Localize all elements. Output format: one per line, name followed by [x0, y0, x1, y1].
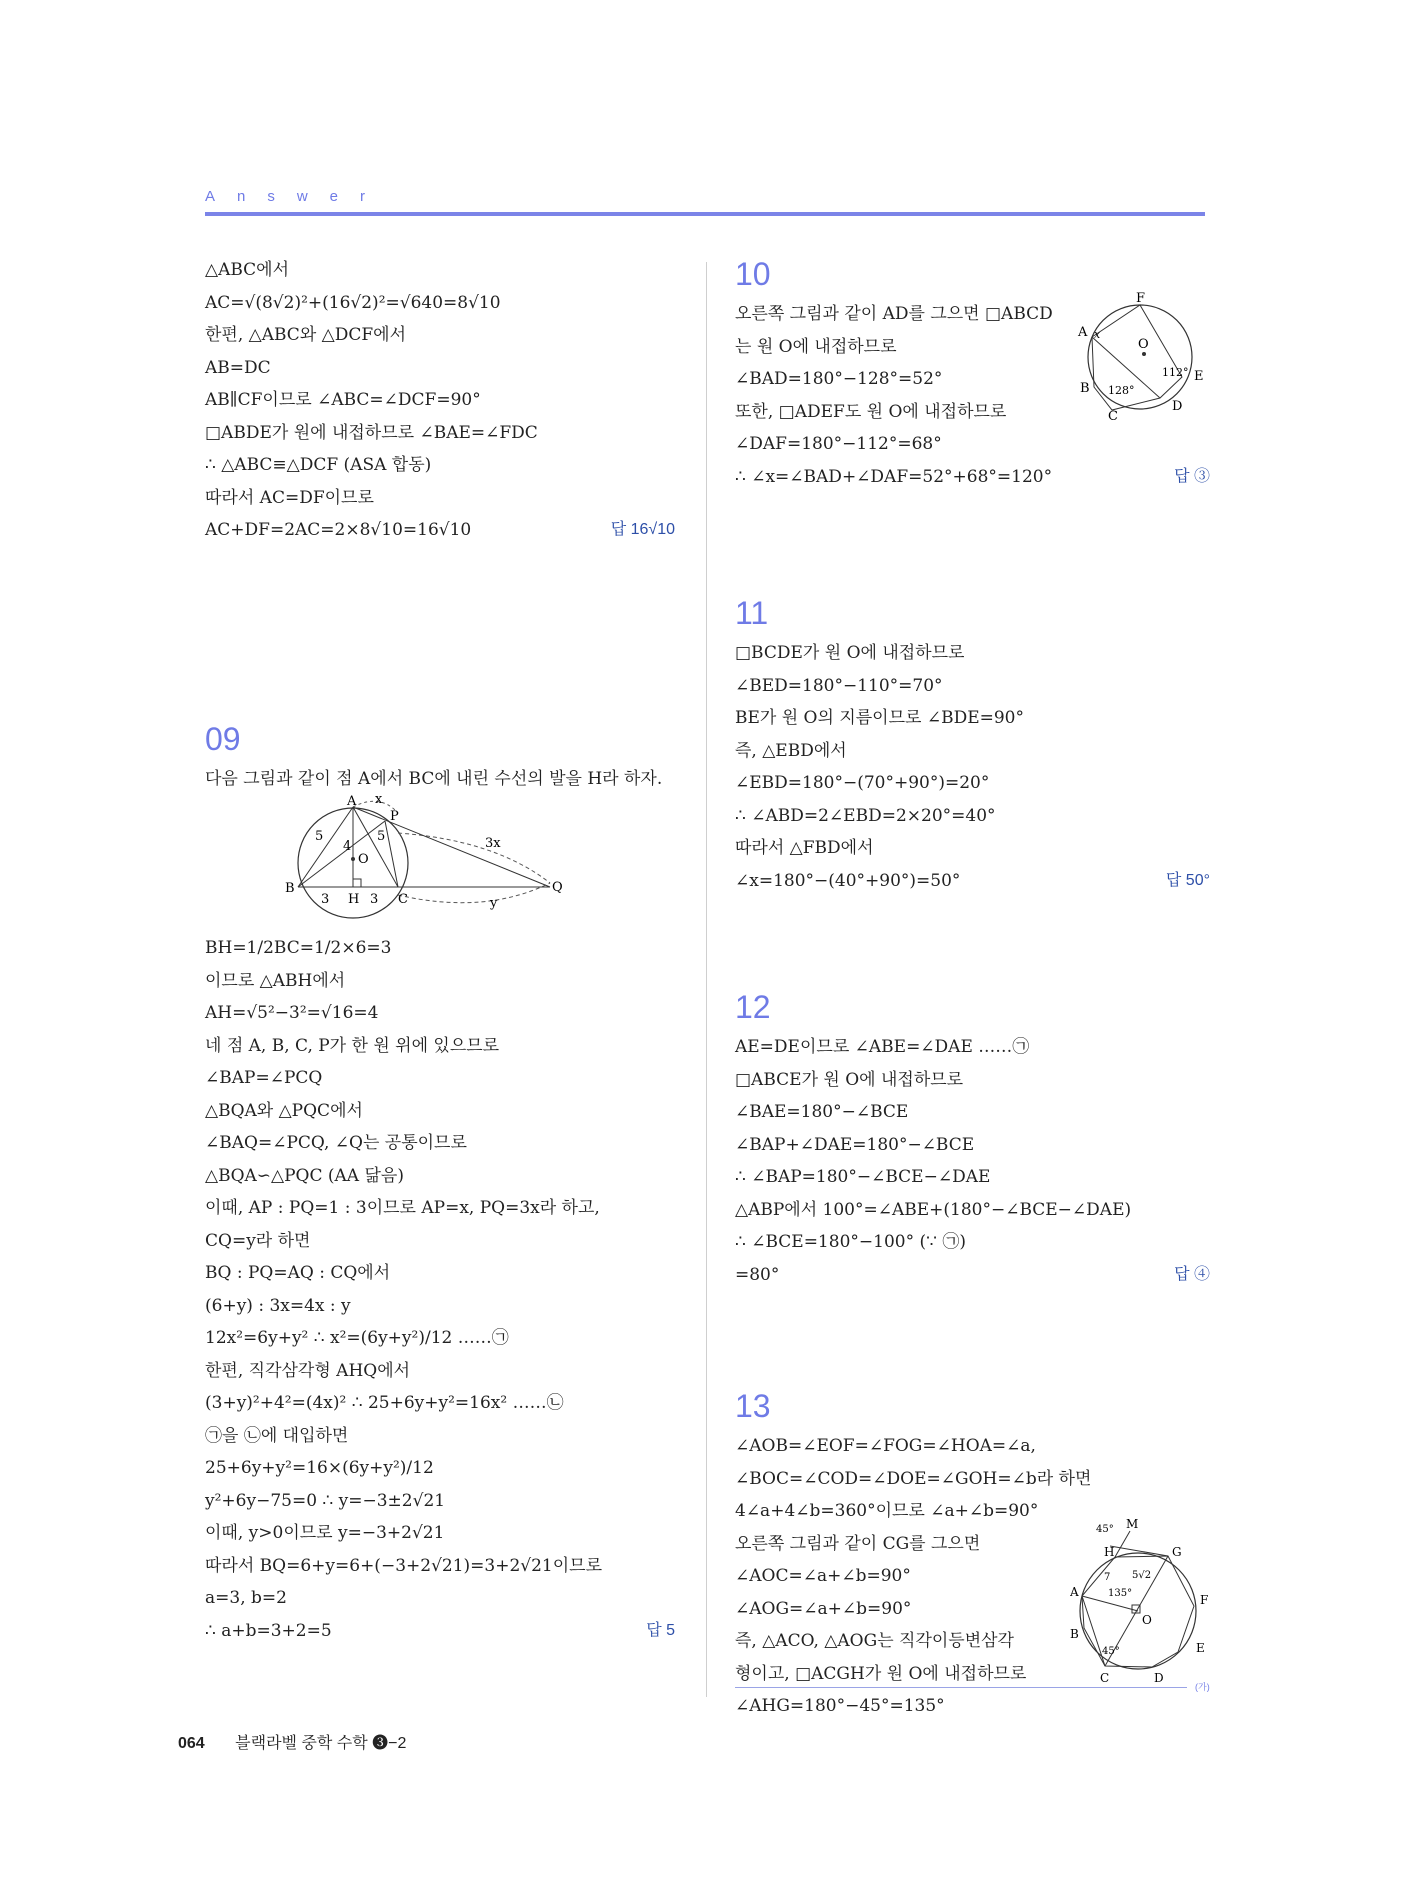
label-g: G: [1172, 1545, 1182, 1559]
solution-last-line: [735, 865, 1210, 898]
solution-line: ∴ ∠ABD=2∠EBD=2×20°=40°: [735, 805, 996, 826]
label-h: H: [348, 892, 360, 907]
solution-line: AC=√(8√2)²+(16√2)²=√640=8√10: [205, 292, 501, 313]
extension-hm: [1115, 1531, 1130, 1557]
solution-line: △BQA와 △PQC에서: [205, 1100, 363, 1121]
solution-line: △ABP에서 100°=∠ABE+(180°−∠BCE−∠DAE): [735, 1199, 1132, 1220]
side-5root2: 5√2: [1132, 1570, 1152, 1581]
book-title: 블랙라벨 중학 수학 ❸−2: [235, 1735, 407, 1752]
left-column: [205, 254, 675, 1647]
label-b: B: [1070, 1627, 1079, 1641]
solution-line: ∠x=180°−(40°+90°)=50°: [735, 870, 961, 891]
answer-badge: 답 16√10: [610, 521, 675, 538]
problem-08-solution: [205, 254, 675, 547]
length-3-right: 3: [370, 892, 379, 907]
solution-line: ∴ a+b=3+2=5: [205, 1620, 332, 1641]
solution-line: 는 원 O에 내접하므로: [735, 336, 897, 357]
solution-line: ∠BAD=180°−128°=52°: [735, 369, 943, 389]
solution-line: 오른쪽 그림과 같이 AD를 그으면 □ABCD: [735, 304, 1053, 324]
solution-line: 이때, y>0이므로 y=−3+2√21: [205, 1523, 445, 1543]
solution-line: 즉, △ACO, △AOG는 직각이등변삼각: [735, 1631, 1014, 1651]
angle-135: 135°: [1108, 1588, 1133, 1599]
hexagon-abcdef: [1092, 305, 1182, 410]
solution-last-line: [735, 461, 1210, 494]
label-a: A: [1078, 325, 1088, 340]
label-o: O: [358, 852, 369, 867]
label-e: E: [1194, 369, 1204, 384]
solution-line: ∠EBD=180°−(70°+90°)=20°: [735, 773, 990, 793]
solution-line: 12x²=6y+y² ∴ x²=(6y+y²)/12 ……㉠: [205, 1328, 509, 1348]
solution-line: ∠DAF=180°−112°=68°: [735, 434, 942, 454]
angle-128: 128°: [1108, 384, 1135, 397]
solution-line: AB=DC: [205, 357, 271, 378]
solution-line: 네 점 A, B, C, P가 한 원 위에 있으므로: [205, 1035, 500, 1056]
solution-line: BH=1/2BC=1/2×6=3: [205, 938, 392, 958]
solution-line: □ABCE가 원 O에 내접하므로: [735, 1069, 964, 1090]
label-c: C: [398, 892, 408, 907]
problem-09: [205, 719, 675, 1648]
length-y: y: [490, 896, 498, 911]
solution-line: 이때, AP : PQ=1 : 3이므로 AP=x, PQ=3x라 하고,: [205, 1198, 600, 1218]
label-b: B: [285, 881, 295, 896]
angle-45-bottom: 45°: [1102, 1646, 1120, 1657]
label-o: O: [1142, 1613, 1152, 1627]
label-a: A: [347, 795, 357, 809]
solution-last-line: [735, 1259, 1210, 1292]
problem-12: [735, 987, 1210, 1291]
solution-line: ∴ ∠x=∠BAD+∠DAF=52°+68°=120°: [735, 466, 1053, 487]
angle-45-top: 45°: [1096, 1524, 1114, 1535]
angle-x: x: [1094, 328, 1101, 341]
right-column: [735, 254, 1210, 1723]
solution-line: □ABDE가 원에 내접하므로 ∠BAE=∠FDC: [205, 422, 538, 443]
solution-line: ∠AOB=∠EOF=∠FOG=∠HOA=∠a,: [735, 1436, 1036, 1456]
label-c: C: [1100, 1671, 1110, 1685]
solution-line: BE가 원 O의 지름이므로 ∠BDE=90°: [735, 708, 1024, 728]
length-5-left: 5: [315, 829, 324, 844]
solution-line: □BCDE가 원 O에 내접하므로: [735, 643, 965, 663]
solution-line: ∴ ∠BAP=180°−∠BCE−∠DAE: [735, 1167, 991, 1187]
solution-line: 따라서 BQ=6+y=6+(−3+2√21)=3+2√21이므로: [205, 1555, 603, 1576]
label-p: P: [390, 809, 399, 824]
solution-line: ∠BAP=∠PCQ: [205, 1068, 323, 1088]
label-d: D: [1172, 399, 1183, 414]
label-f: F: [1136, 292, 1146, 306]
label-f: F: [1200, 1593, 1209, 1607]
continuation-mark: (가): [1195, 1682, 1210, 1692]
problem-number: 13: [735, 1388, 771, 1424]
header-rule: [205, 212, 1205, 216]
solution-line: △ABC에서: [205, 260, 290, 280]
solution-line: 형이고, □ACGH가 원 O에 내접하므로: [735, 1663, 1027, 1684]
answer-badge: 답 ③: [1174, 467, 1210, 485]
label-b: B: [1080, 381, 1090, 396]
answer-badge: 답 ④: [1174, 1265, 1210, 1283]
figure-13: [1070, 1516, 1210, 1691]
solution-line: ∠BAE=180°−∠BCE: [735, 1102, 909, 1122]
solution-line: 따라서 AC=DF이므로: [205, 487, 374, 508]
solution-line: AE=DE이므로 ∠ABE=∠DAE ……㉠: [735, 1037, 1030, 1057]
solution-line: 25+6y+y²=16×(6y+y²)/12: [205, 1458, 434, 1478]
answer-label: Answer: [205, 188, 388, 205]
solution-line: 한편, 직각삼각형 AHQ에서: [205, 1360, 411, 1381]
center-dot: [1142, 352, 1146, 356]
solution-line: =80°: [735, 1264, 780, 1285]
label-a: A: [1070, 1585, 1079, 1599]
solution-line: 이므로 △ABH에서: [205, 970, 346, 991]
solution-line: 한편, △ABC와 △DCF에서: [205, 325, 406, 345]
length-x: x: [375, 795, 383, 807]
solution-line: ∴ ∠BCE=180°−100° (∵ ㉠): [735, 1232, 966, 1252]
problem-number: 11: [735, 595, 769, 631]
solution-line: 즉, △EBD에서: [735, 740, 847, 761]
label-e: E: [1196, 1641, 1205, 1655]
solution-line: ㉠을 ㉡에 대입하면: [205, 1425, 349, 1446]
right-angle-mark: [353, 879, 361, 887]
answer-badge: 답 5: [646, 1621, 675, 1639]
solution-line: AH=√5²−3²=√16=4: [205, 1003, 379, 1023]
solution-line: 오른쪽 그림과 같이 CG를 그으면: [735, 1533, 981, 1554]
solution-line: 4∠a+4∠b=360°이므로 ∠a+∠b=90°: [735, 1501, 1039, 1521]
column-divider: [706, 262, 707, 1697]
solution-line: (6+y) : 3x=4x : y: [205, 1295, 351, 1316]
label-d: D: [1154, 1671, 1164, 1685]
circle-o: [1088, 305, 1192, 409]
segment-pc: [385, 821, 398, 887]
solution-line: ∠AOC=∠a+∠b=90°: [735, 1566, 911, 1586]
solution-line: AC+DF=2AC=2×8√10=16√10: [205, 520, 472, 540]
solution-line: ∠BAP+∠DAE=180°−∠BCE: [735, 1134, 975, 1155]
solution-last-line: [205, 1615, 675, 1648]
solution-line: AB∥CF이므로 ∠ABC=∠DCF=90°: [205, 390, 481, 410]
center-dot: [351, 857, 355, 861]
length-4: 4: [343, 839, 352, 854]
page-footer: [178, 1730, 406, 1753]
solution-line: BQ : PQ=AQ : CQ에서: [205, 1263, 391, 1283]
solution-line: (3+y)²+4²=(4x)² ∴ 25+6y+y²=16x² ……㉡: [205, 1393, 564, 1413]
label-h: H: [1104, 1545, 1115, 1559]
segment-bp: [298, 821, 385, 887]
solution-line: y²+6y−75=0 ∴ y=−3±2√21: [205, 1490, 446, 1511]
solution-line: a=3, b=2: [205, 1588, 287, 1608]
segment-aq: [353, 807, 550, 887]
page-header: [205, 186, 1205, 205]
side-7: 7: [1104, 1572, 1111, 1583]
problem-number: 09: [205, 720, 241, 757]
solution-line: ∠AOG=∠a+∠b=90°: [735, 1598, 912, 1619]
solution-line: CQ=y라 하면: [205, 1230, 311, 1251]
dashed-arc-y: [398, 883, 550, 903]
solution-line: ∠BOC=∠COD=∠DOE=∠GOH=∠b라 하면: [735, 1468, 1092, 1489]
label-o: O: [1138, 337, 1149, 352]
problem-number: 12: [735, 989, 771, 1025]
label-q: Q: [552, 880, 563, 895]
problem-10: [735, 254, 1210, 493]
problem-intro: 다음 그림과 같이 점 A에서 BC에 내린 수선의 발을 H라 하자.: [205, 768, 663, 789]
solution-line: ∠BED=180°−110°=70°: [735, 675, 943, 696]
length-5-right: 5: [377, 829, 386, 844]
label-m: M: [1126, 1517, 1139, 1531]
problem-11: [735, 593, 1210, 897]
continuation-rule: [735, 1687, 1187, 1688]
figure-10: [1070, 292, 1210, 422]
solution-line: ∴ △ABC≡△DCF (ASA 합동): [205, 455, 432, 475]
length-3x: 3x: [485, 836, 501, 851]
dashed-arc-3x: [398, 833, 550, 883]
solution-last-line: [205, 514, 675, 547]
figure-09: [205, 795, 675, 920]
solution-line: △BQA∽△PQC (AA 닮음): [205, 1165, 404, 1186]
solution-line: 따라서 △FBD에서: [735, 838, 874, 858]
problem-13: [735, 1386, 1210, 1723]
solution-line: ∠AHG=180°−45°=135°: [735, 1696, 945, 1716]
length-3-left: 3: [321, 892, 330, 907]
label-c: C: [1108, 409, 1118, 422]
solution-line: ∠BAQ=∠PCQ, ∠Q는 공통이므로: [205, 1133, 467, 1153]
solution-line: 또한, □ADEF도 원 O에 내접하므로: [735, 401, 1007, 422]
problem-number: 10: [735, 256, 771, 292]
angle-112: 112°: [1162, 366, 1189, 379]
answer-badge: 답 50°: [1165, 871, 1210, 889]
page-number: 064: [178, 1735, 205, 1752]
